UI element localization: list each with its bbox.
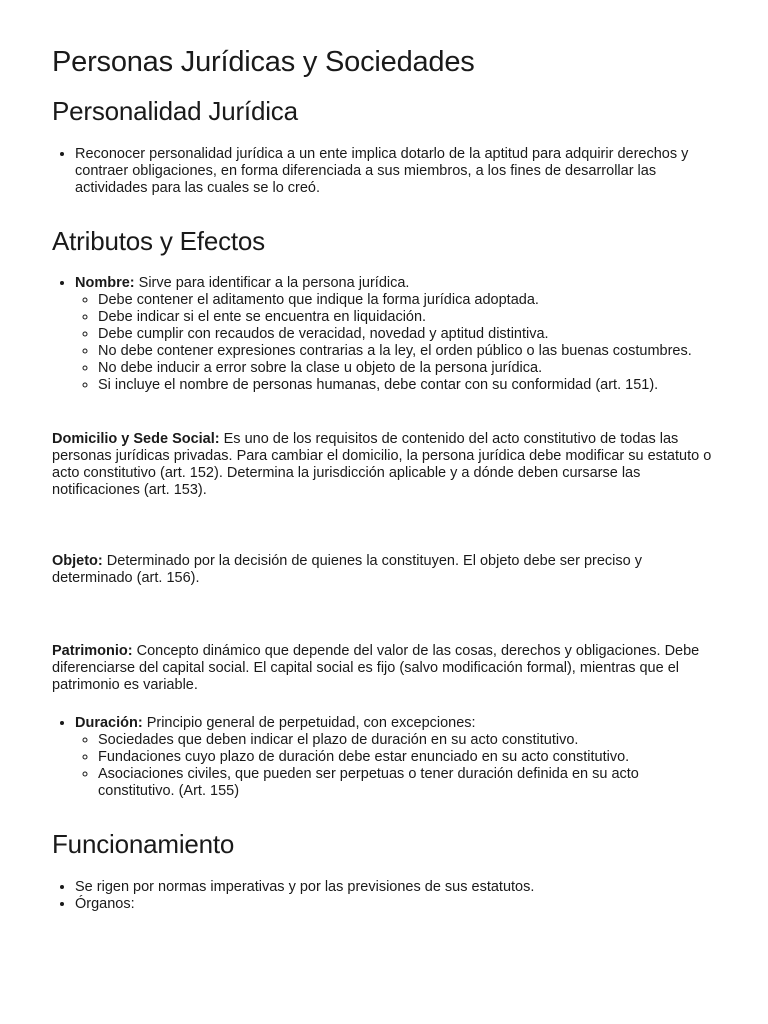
list-item: • Órganos: xyxy=(75,896,716,913)
nombre-label: Nombre: xyxy=(75,275,135,292)
paragraph-patrimonio xyxy=(52,643,716,694)
list-item-nombre xyxy=(75,275,716,394)
duracion-label: Duración: xyxy=(75,715,143,732)
section-heading-atributos: Atributos y Efectos xyxy=(52,225,265,256)
list-item: ◦ Debe contener el aditamento que indique la forma jurídica adoptada. xyxy=(98,292,716,309)
personalidad-list xyxy=(52,146,716,197)
objeto-label: Objeto: xyxy=(52,553,103,570)
patrimonio-label: Patrimonio: xyxy=(52,643,133,660)
nombre-sublist xyxy=(75,292,716,394)
list-item: ◦ No debe contener expresiones contrarias a la ley, el orden público o las buenas costumbres. xyxy=(98,343,716,360)
list-item: ◦ Debe indicar si el ente se encuentra en liquidación. xyxy=(98,309,716,326)
duracion-sublist xyxy=(75,732,716,800)
duracion-text: Principio general de perpetuidad, con excepciones: xyxy=(142,715,476,732)
list-item: ◦ Fundaciones cuyo plazo de duración debe estar enunciado en su acto constitutivo. xyxy=(98,749,716,766)
list-item: ◦ Debe cumplir con recaudos de veracidad, novedad y aptitud distintiva. xyxy=(98,326,716,343)
list-item: ◦ Si incluye el nombre de personas humanas, debe contar con su conformidad (art. 151). xyxy=(98,377,716,394)
list-item: ◦ Sociedades que deben indicar el plazo de duración en su acto constitutivo. xyxy=(98,732,716,749)
list-item: • Reconocer personalidad jurídica a un ente implica dotarlo de la aptitud para adquirir derechos y contraer obligaciones, en forma diferenciada a sus miembros, a los fines de desarrollar las actividades para las cuales se lo creó. xyxy=(75,146,716,197)
document-title: Personas Jurídicas y Sociedades xyxy=(52,46,475,78)
paragraph-objeto xyxy=(52,553,716,587)
duracion-list xyxy=(52,715,716,800)
domicilio-text: Es uno de los requisitos de contenido del acto constitutivo de todas las personas jurídicas privadas. Para cambiar el domicilio, la persona jurídica debe modificar su estatuto o acto constitutivo (art. 152). Determina la jurisdicción aplicable y a dónde deben cursarse las notificaciones (art. 153). xyxy=(52,431,712,499)
funcionamiento-list xyxy=(52,879,716,913)
list-item-duracion xyxy=(75,715,716,800)
nombre-text: Sirve para identificar a la persona jurídica. xyxy=(134,275,410,292)
patrimonio-text: Concepto dinámico que depende del valor de las cosas, derechos y obligaciones. Debe diferenciarse del capital social. El capital social es fijo (salvo modificación formal), mientras que el patrimonio es variable. xyxy=(52,643,700,694)
list-item: • Se rigen por normas imperativas y por las previsiones de sus estatutos. xyxy=(75,879,716,896)
list-item: ◦ Asociaciones civiles, que pueden ser perpetuas o tener duración definida en su acto constitutivo. (Art. 155) xyxy=(98,766,716,800)
section-heading-personalidad: Personalidad Jurídica xyxy=(52,96,298,127)
section-heading-funcionamiento: Funcionamiento xyxy=(52,829,235,860)
paragraph-domicilio xyxy=(52,431,716,499)
list-item: ◦ No debe inducir a error sobre la clase u objeto de la persona jurídica. xyxy=(98,360,716,377)
objeto-text: Determinado por la decisión de quienes la constituyen. El objeto debe ser preciso y determinado (art. 156). xyxy=(52,553,642,587)
domicilio-label: Domicilio y Sede Social: xyxy=(52,431,220,448)
nombre-list xyxy=(52,275,716,394)
